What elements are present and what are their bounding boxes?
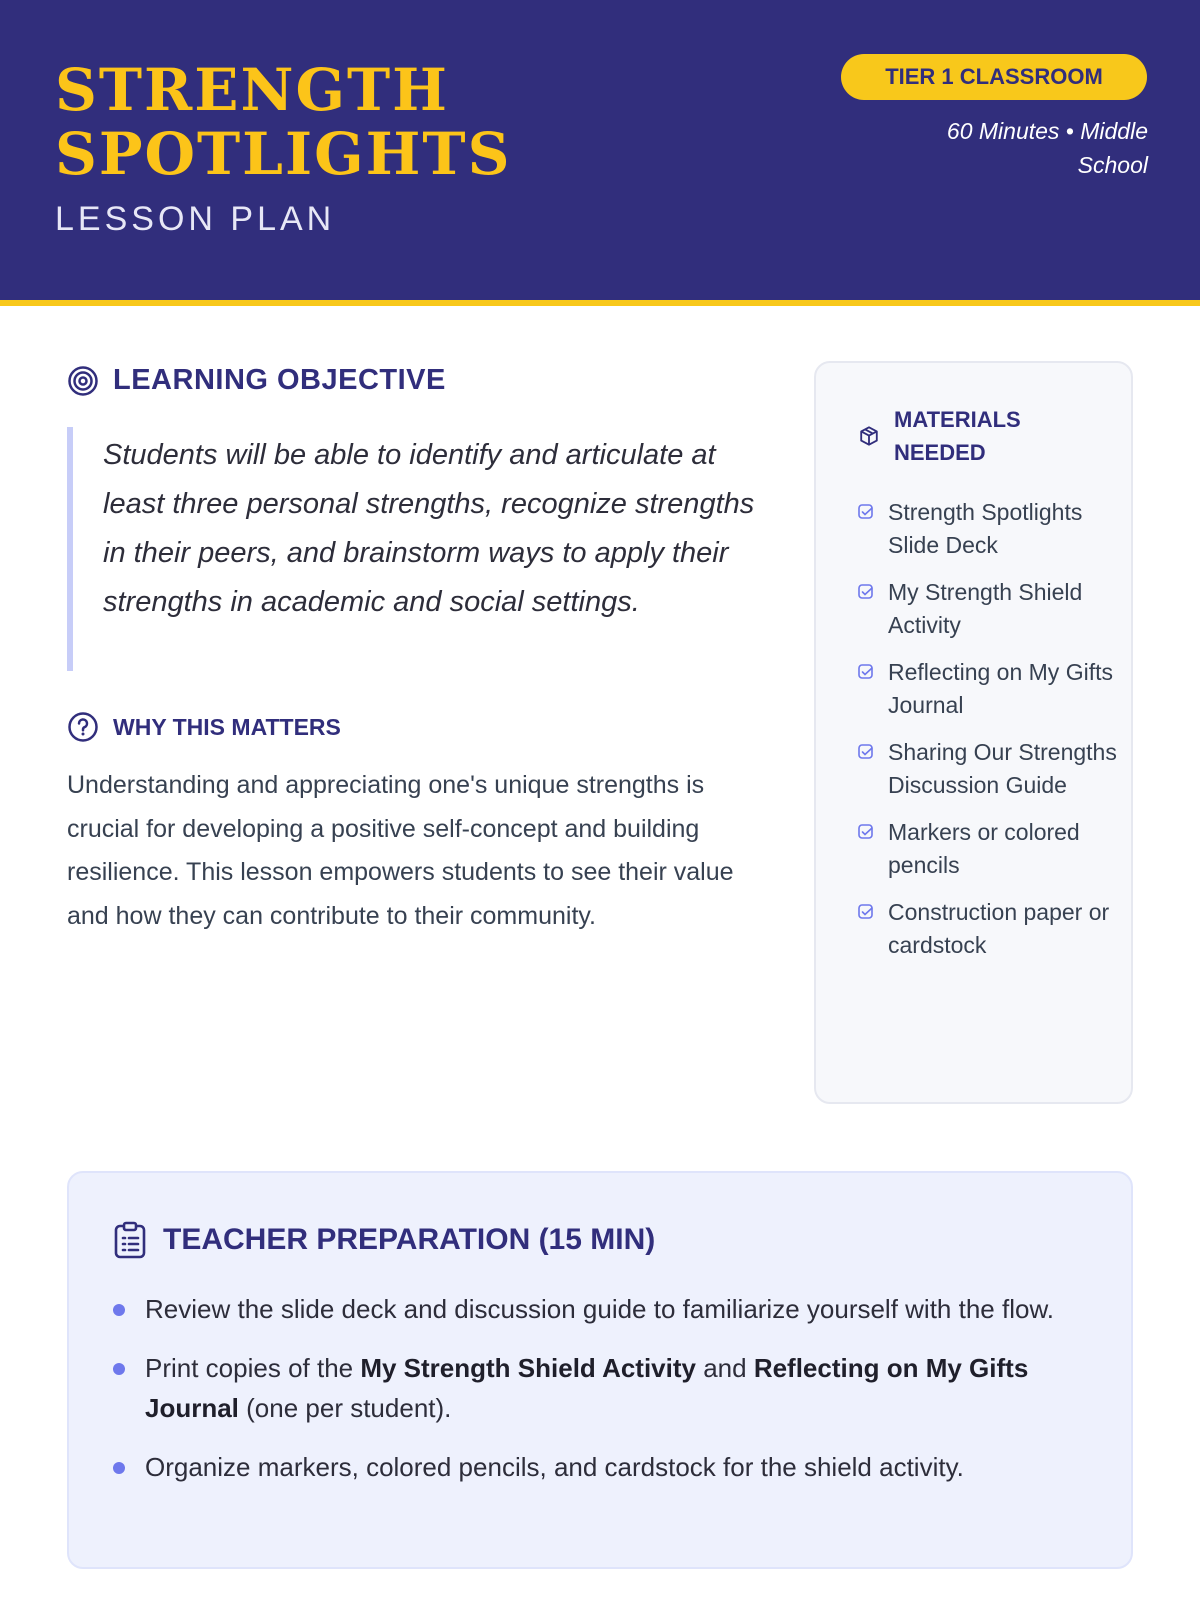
list-item — [858, 576, 1118, 642]
target-icon — [67, 365, 99, 397]
checkbox-icon — [858, 504, 874, 520]
why-this-matters-label: WHY THIS MATTERS — [113, 713, 341, 740]
teacher-preparation-label: TEACHER PREPARATION (15 MIN) — [163, 1223, 656, 1256]
materials-heading — [858, 403, 1054, 469]
list-item — [113, 1348, 1113, 1428]
learning-objective-label: LEARNING OBJECTIVE — [113, 364, 446, 396]
question-circle-icon — [67, 711, 99, 743]
materials-list — [858, 496, 1118, 976]
learning-objective-text: Students will be able to identify and articulate at least three personal strengths, recognize strengths in their peers, and brainstorm ways to apply their strengths in academic and social settings. — [67, 427, 767, 671]
title-line-1: STRENGTH — [55, 56, 449, 124]
why-this-matters-text: Understanding and appreciating one's unique strengths is crucial for developing a positive self-concept and building resilience. This lesson empowers students to see their value and how they can contribute to their community. — [67, 771, 734, 930]
list-item — [858, 736, 1118, 802]
teacher-preparation-card — [67, 1171, 1133, 1569]
material-label: Strength Spotlights Slide Deck — [888, 499, 1083, 558]
list-item — [858, 656, 1118, 722]
lesson-title — [55, 58, 511, 186]
list-item — [858, 496, 1118, 562]
material-label: Markers or colored pencils — [888, 819, 1080, 878]
duration-info: 60 Minutes • Middle School — [946, 118, 1148, 178]
prep-bold-text: My Strength Shield Activity — [360, 1353, 696, 1383]
list-item — [858, 896, 1118, 962]
prep-text: and — [695, 1353, 754, 1383]
material-label: My Strength Shield Activity — [888, 579, 1083, 638]
material-label: Reflecting on My Gifts Journal — [888, 659, 1113, 718]
checkbox-icon — [858, 904, 874, 920]
checkbox-icon — [858, 664, 874, 680]
checkbox-icon — [858, 744, 874, 760]
material-label: Sharing Our Strengths Discussion Guide — [888, 739, 1117, 798]
clipboard-icon — [113, 1221, 147, 1259]
title-line-2: SPOTLIGHTS — [55, 120, 512, 188]
prep-bold-text: Reflecting on My Gifts Journal — [145, 1353, 1029, 1423]
list-item: Review the slide deck and discussion guide to familiarize yourself with the flow. — [113, 1289, 1113, 1329]
learning-objective-heading — [67, 364, 446, 397]
prep-text: (one per student). — [238, 1393, 452, 1423]
materials-label: MATERIALS NEEDED — [894, 407, 1021, 465]
materials-card — [814, 361, 1133, 1104]
material-label: Construction paper or cardstock — [888, 899, 1110, 958]
teacher-preparation-heading — [113, 1221, 655, 1259]
list-item — [858, 816, 1118, 882]
checkbox-icon — [858, 824, 874, 840]
tier-badge: TIER 1 CLASSROOM — [841, 54, 1147, 100]
lesson-header — [0, 0, 1200, 306]
list-item: Organize markers, colored pencils, and cardstock for the shield activity. — [113, 1447, 1113, 1487]
box-icon — [858, 425, 880, 447]
lesson-subtitle: LESSON PLAN — [55, 200, 336, 238]
prep-text: Print copies of the — [145, 1353, 361, 1383]
preparation-list — [113, 1289, 1113, 1506]
why-this-matters-heading — [67, 711, 341, 743]
checkbox-icon — [858, 584, 874, 600]
